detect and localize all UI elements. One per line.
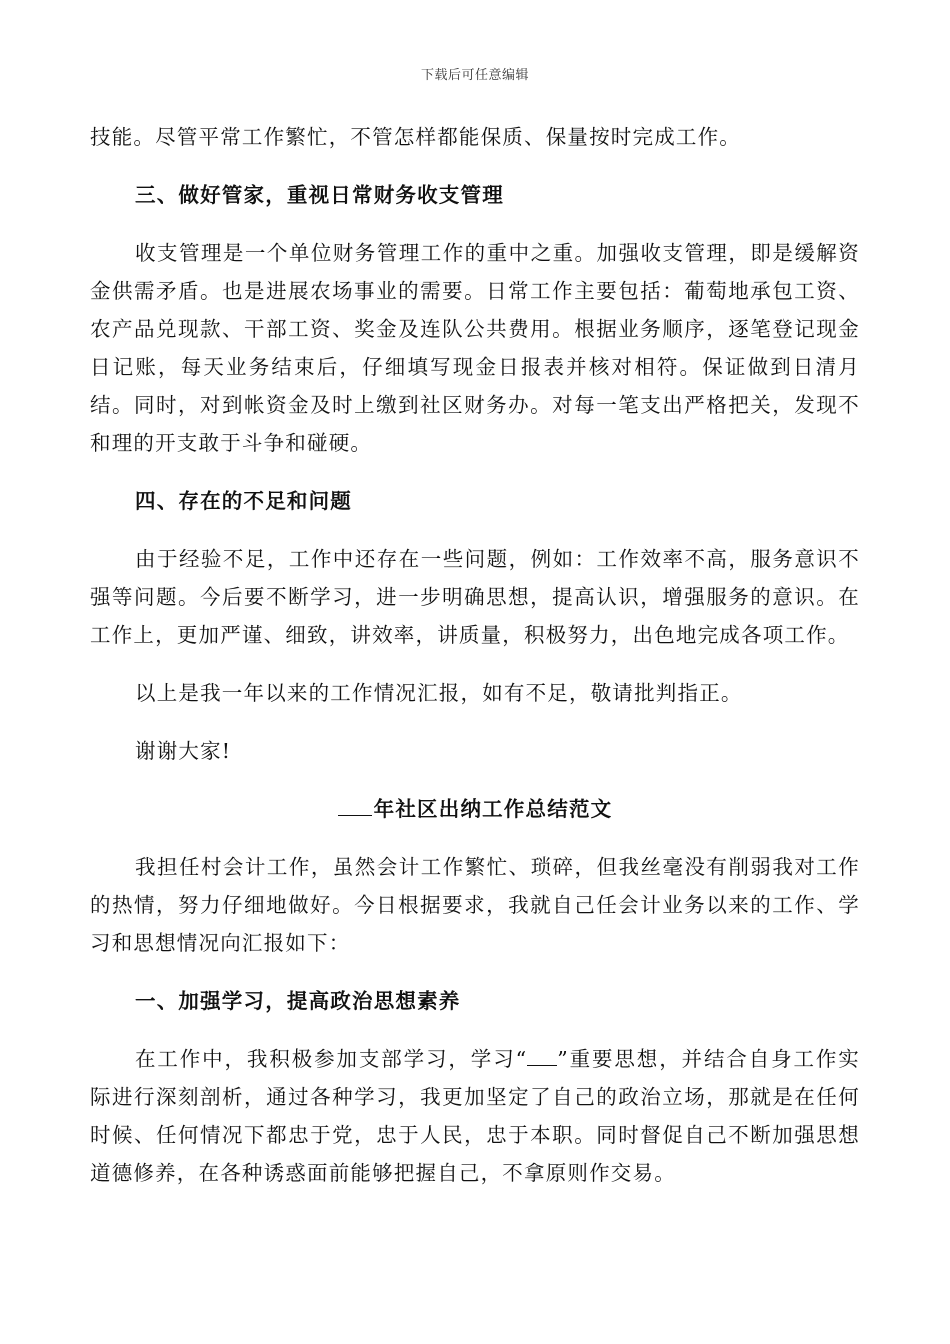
paragraph-study-part1: 在工作中，我积极参加支部学习，学习“	[135, 1047, 528, 1071]
paragraph-summary: 以上是我一年以来的工作情况汇报，如有不足，敬请批判指正。	[135, 681, 743, 705]
paragraph-thanks: 谢谢大家!	[135, 739, 232, 763]
document-title	[90, 790, 860, 828]
paragraph-shortcomings: 由于经验不足，工作中还存在一些问题，例如：工作效率不高，服务意识不强等问题。今后要不断学习，进一步明确思想，提高认识，增强服务的意识。在工作上，更加严谨、细致，讲效率，讲质量，积极努力，出色地完成各项工作。	[90, 547, 860, 647]
section-heading-4: 四、存在的不足和问题	[135, 489, 352, 513]
paragraph-intro: 我担任村会计工作，虽然会计工作繁忙、琐碎，但我丝毫没有削弱我对工作的热情，努力仔细地做好。今日根据要求，我就自己任会计业务以来的工作、学习和思想情况向汇报如下：	[90, 855, 860, 955]
paragraph-continued: 技能。尽管平常工作繁忙，不管怎样都能保质、保量按时完成工作。	[90, 125, 741, 149]
thought-blank	[527, 1047, 557, 1066]
paragraph-study-part2: ”重要思想，并结合自身工作实际进行深刻剖析，通过各种学习，我更加坚定了自己的政治立场，那就是在任何时候、任何情况下都忠于党，忠于人民，忠于本职。同时督促自己不断加强思想道德修养，在各种诱惑面前能够把握自己，不拿原则作交易。	[90, 1047, 860, 1185]
section-heading-1: 一、加强学习，提高政治思想素养	[135, 989, 461, 1013]
paragraph-study	[90, 1040, 860, 1192]
section-heading-3: 三、做好管家，重视日常财务收支管理	[135, 183, 504, 207]
document-body	[90, 118, 860, 1192]
page-header: 下载后可任意编辑	[420, 68, 529, 83]
year-blank	[338, 795, 372, 816]
paragraph-income-expense: 收支管理是一个单位财务管理工作的重中之重。加强收支管理，即是缓解资金供需矛盾。也是进展农场事业的需要。日常工作主要包括：葡萄地承包工资、农产品兑现款、干部工资、奖金及连队公共费用。根据业务顺序，逐笔登记现金日记账，每天业务结束后，仔细填写现金日报表并核对相符。保证做到日清月结。同时，对到帐资金及时上缴到社区财务办。对每一笔支出严格把关，发现不和理的开支敢于斗争和碰硬。	[90, 241, 860, 455]
document-title-text: 年社区出纳工作总结范文	[373, 797, 613, 821]
